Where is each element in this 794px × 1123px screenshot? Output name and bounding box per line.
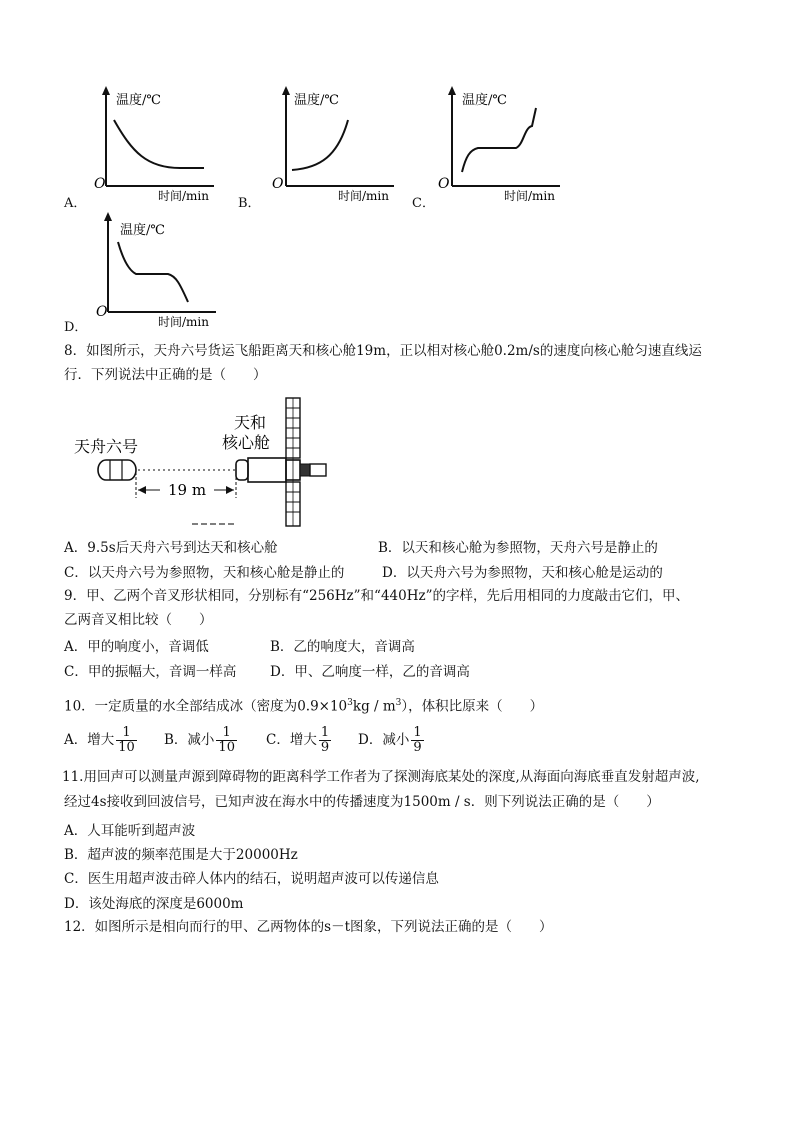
graph-c-xlabel: 时间/min	[504, 189, 555, 203]
q12-stem: 12．如图所示是相向而行的甲、乙两物体的s－t图象，下列说法正确的是（ ）	[64, 919, 553, 935]
graph-c-curve	[462, 108, 536, 172]
q9-stem-line1: 9．甲、乙两个音叉形状相同，分别标有“256Hz”和“440Hz”的字样，先后用相同的力度敲击它们，甲、	[64, 588, 690, 604]
q10-density: 0.9×10	[297, 698, 348, 715]
q9-option-d: D．甲、乙响度一样，乙的音调高	[270, 664, 470, 680]
q10-stem-post: ），体积比原来（ ）	[401, 698, 544, 715]
q10-option-c-num: 1	[320, 725, 330, 740]
graph-c-origin: O	[438, 176, 450, 192]
graph-a	[92, 86, 224, 204]
q8-option-b: B．以天和核心舱为参照物，天舟六号是静止的	[378, 540, 658, 556]
q10-unit-exp: 3	[395, 698, 402, 708]
q8-stem-line2: 行．下列说法中正确的是（ ）	[64, 367, 267, 383]
q10-option-c-den: 9	[320, 740, 330, 755]
q8-fig-distance: 19 m	[168, 481, 207, 499]
q11-stem-line1: 11.用回声可以测量声源到障碍物的距离科学工作者为了探测海底某处的深度,从海面向海底垂直发射超声波,	[62, 769, 700, 785]
q10-density-exp: 3	[347, 698, 353, 708]
q10-option-a-num: 1	[116, 726, 137, 741]
q10-option-b	[164, 726, 237, 755]
q8-fig-right-label-2: 核心舱	[222, 433, 271, 452]
q9-option-c: C．甲的振幅大，音调一样高	[64, 664, 237, 680]
q11-option-b: B．超声波的频率范围是大于20000Hz	[64, 847, 298, 863]
q10-option-b-den: 10	[218, 740, 235, 755]
q10-unit: kg / m	[352, 698, 396, 715]
option-c-letter: C．	[412, 196, 435, 211]
graph-d	[92, 212, 224, 330]
q8-option-c: C．以天舟六号为参照物，天和核心舱是静止的	[64, 565, 345, 581]
graph-d-xlabel: 时间/min	[158, 315, 209, 329]
graph-c-ylabel: 温度/℃	[462, 93, 507, 108]
tianzhou-spacecraft-icon	[98, 460, 136, 480]
q8-option-d: D．以天舟六号为参照物，天和核心舱是运动的	[382, 565, 663, 581]
q10-option-d-label: D．减小	[358, 732, 410, 748]
graph-a-xlabel: 时间/min	[158, 189, 209, 203]
q8-option-a: A．9.5s后天舟六号到达天和核心舱	[64, 540, 278, 556]
option-b-letter: B．	[238, 196, 261, 211]
q11-option-d: D．该处海底的深度是6000m	[64, 896, 244, 912]
q11-option-a: A．人耳能听到超声波	[64, 823, 196, 839]
graph-c	[432, 86, 566, 204]
q9-stem-line2: 乙两音叉相比较（ ）	[64, 612, 213, 628]
graph-b-xlabel: 时间/min	[338, 189, 389, 203]
graph-b-curve	[292, 120, 348, 170]
option-a-letter: A．	[64, 196, 87, 211]
q9-option-a: A．甲的响度小，音调低	[64, 639, 209, 655]
q8-figure	[64, 394, 340, 530]
graph-b	[262, 86, 400, 204]
q11-stem-line2: 经过4s接收到回波信号，已知声波在海水中的传播速度为1500m / s．则下列说法正确的是（ ）	[64, 794, 660, 810]
q10-option-d-den: 9	[413, 740, 422, 755]
q8-fig-right-label-1: 天和	[234, 413, 267, 432]
graph-d-origin: O	[96, 304, 108, 320]
q8-fig-left-label: 天舟六号	[74, 437, 139, 456]
q10-option-a-den: 10	[118, 740, 135, 755]
option-d-letter: D．	[64, 320, 88, 335]
graph-a-ylabel: 温度/℃	[116, 93, 161, 108]
q8-stem-line1: 8．如图所示，天舟六号货运飞船距离天和核心舱19m，正以相对核心舱0.2m/s的速度向核心舱匀速直线运	[64, 343, 702, 359]
graph-a-curve	[114, 120, 204, 168]
q10-option-b-label: B．减小	[164, 732, 215, 748]
q10-option-d-num: 1	[413, 725, 422, 740]
q10-option-b-num: 1	[216, 726, 237, 741]
q11-option-c: C．医生用超声波击碎人体内的结石，说明超声波可以传递信息	[64, 871, 439, 887]
q10-option-d	[358, 726, 424, 755]
q9-option-b: B．乙的响度大，音调高	[270, 639, 415, 655]
q10-stem	[64, 693, 543, 717]
graph-a-origin: O	[94, 176, 106, 192]
graph-b-origin: O	[272, 176, 284, 192]
q10-option-a-label: A．增大	[64, 732, 115, 748]
q10-option-c-label: C．增大	[266, 732, 317, 748]
graph-b-ylabel: 温度/℃	[294, 93, 339, 108]
q10-option-a	[64, 726, 137, 755]
graph-d-curve	[118, 242, 188, 302]
q10-stem-pre: 10．一定质量的水全部结成冰（密度为	[64, 698, 298, 715]
q10-option-c	[266, 726, 331, 755]
graph-d-ylabel: 温度/℃	[120, 223, 165, 238]
